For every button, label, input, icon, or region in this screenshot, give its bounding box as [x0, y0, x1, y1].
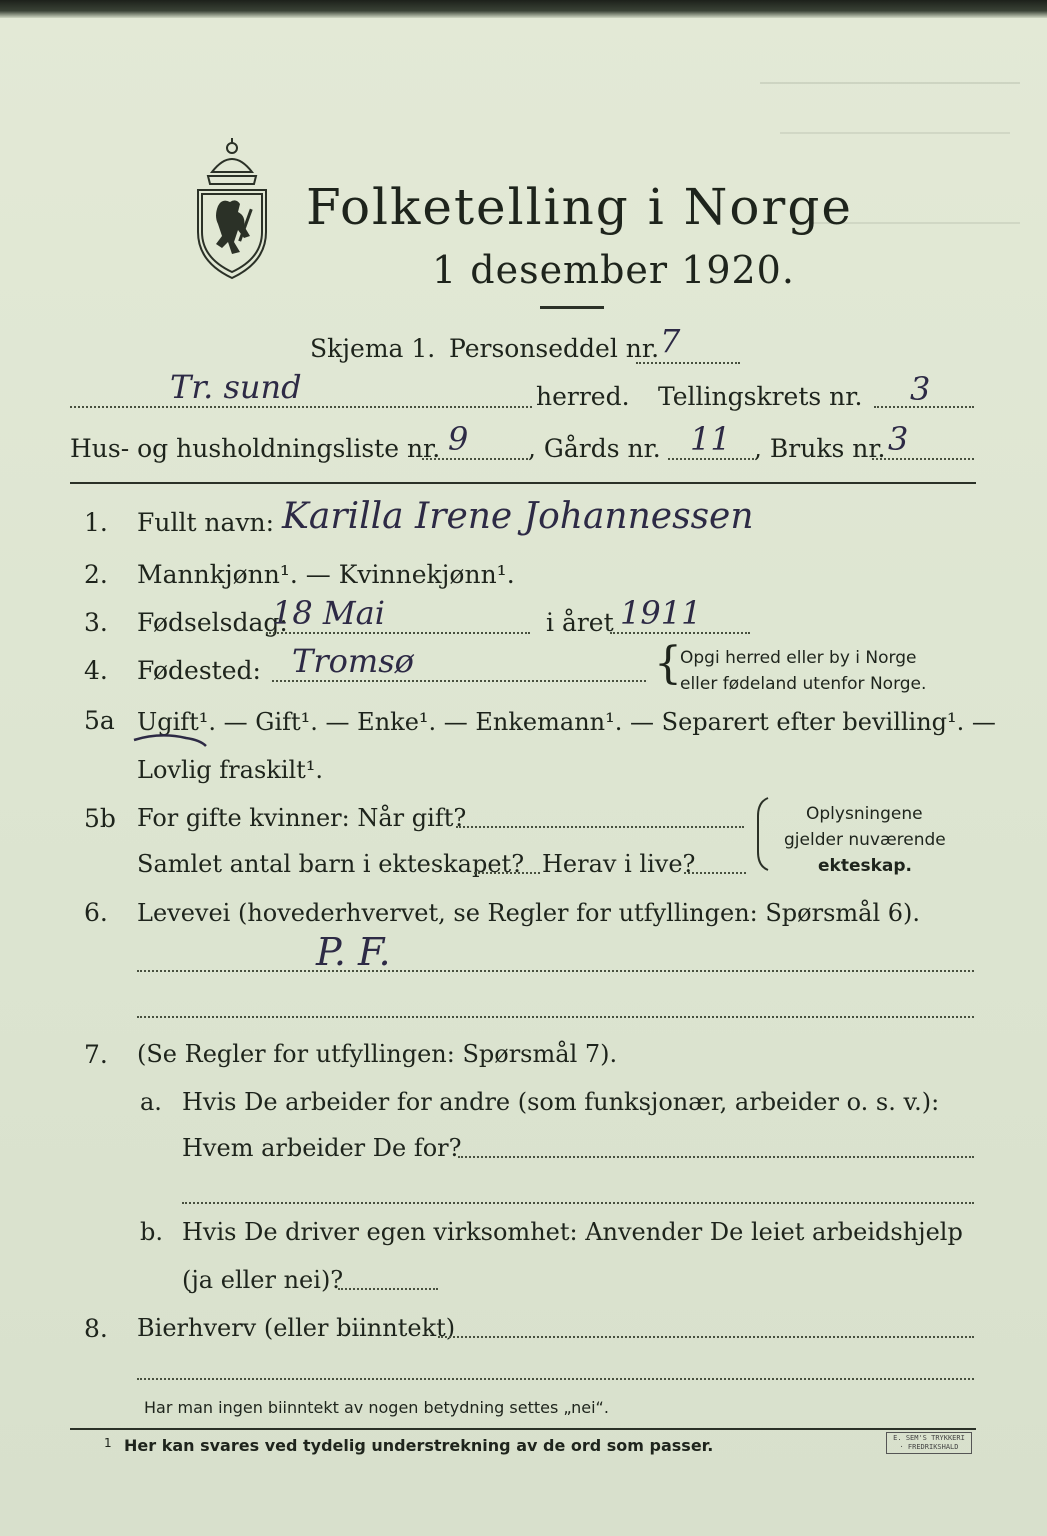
q1-label: Fullt navn: [137, 508, 275, 537]
marital-status-options-2[interactable]: Lovlig fraskilt¹. [137, 756, 324, 784]
employer-label: Hvem arbeider De for? [182, 1134, 462, 1162]
footnote-mark: 1 [104, 1436, 112, 1450]
gards-label: , Gårds nr. [528, 434, 661, 463]
q7b-letter: b. [140, 1218, 163, 1246]
herred-label: herred. [536, 382, 630, 411]
bleed-through-mark [780, 120, 1010, 134]
children-field-line [474, 872, 540, 874]
current-marriage-note-3: ekteskap. [818, 856, 913, 876]
ugift-underline-mark [130, 730, 210, 750]
title-divider [540, 306, 604, 309]
employer-field-line [458, 1156, 974, 1158]
q5a-number: 5a [84, 706, 115, 735]
q7b-line-1: Hvis De driver egen virksomhet: Anvender De leiet arbeidshjelp [182, 1218, 963, 1246]
q7-number: 7. [84, 1040, 108, 1069]
occupation-value[interactable]: P. F. [316, 930, 391, 974]
schema-label: Skjema 1. [310, 334, 436, 363]
personseddel-field-line [636, 362, 740, 364]
children-label: Samlet antal barn i ekteskapet? [137, 850, 525, 878]
q1-number: 1. [84, 508, 108, 537]
brace-glyph: { [654, 638, 682, 689]
birthplace-hint-1: Opgi herred eller by i Norge [680, 648, 917, 668]
herred-value[interactable]: Tr. sund [170, 368, 302, 406]
q7-label: (Se Regler for utfyllingen: Spørsmål 7). [137, 1040, 618, 1068]
q2-number: 2. [84, 560, 108, 589]
q4-label: Fødested: [137, 656, 261, 685]
bruks-label: , Bruks nr. [754, 434, 886, 463]
birthday-value[interactable]: 18 Mai [272, 594, 385, 632]
hus-label: Hus- og husholdningsliste nr. [70, 434, 441, 463]
q3-label: Fødselsdag: [137, 608, 288, 637]
side-income-note: Har man ingen biinntekt av nogen betydning settes „nei“. [144, 1398, 609, 1417]
bleed-through-mark [760, 70, 1020, 84]
hired-help-field-line [338, 1288, 438, 1290]
personseddel-value[interactable]: 7 [660, 322, 681, 360]
birth-year-value[interactable]: 1911 [620, 594, 702, 632]
tellingskrets-value[interactable]: 3 [910, 370, 931, 408]
marital-status-options[interactable]: Ugift¹. — Gift¹. — Enke¹. — Enkemann¹. — Separert efter bevilling¹. — [137, 708, 996, 736]
personseddel-label: Personseddel nr. [449, 334, 660, 363]
alive-label: Herav i live? [542, 850, 696, 878]
occupation-label: Levevei (hovederhvervet, se Regler for utfyllingen: Spørsmål 6). [137, 899, 921, 927]
q3-number: 3. [84, 608, 108, 637]
hus-field-line [422, 458, 528, 460]
printer-stamp: E. SEM'S TRYKKERI · FREDRIKSHALD [886, 1432, 972, 1454]
q7a-letter: a. [140, 1088, 162, 1116]
gards-value[interactable]: 11 [690, 420, 731, 458]
q5b-number: 5b [84, 804, 116, 833]
birthplace-value[interactable]: Tromsø [292, 642, 414, 680]
scan-edge [0, 0, 1047, 18]
current-marriage-note-1: Oplysningene [806, 804, 923, 824]
form-title: Folketelling i Norge [306, 178, 853, 236]
hired-help-label: (ja eller nei)? [182, 1266, 344, 1294]
section-divider-top [70, 482, 976, 484]
q6-number: 6. [84, 898, 108, 927]
alive-field-line [684, 872, 746, 874]
occupation-field-line-2 [137, 1016, 974, 1018]
gender-options[interactable]: Mannkjønn¹. — Kvinnekjønn¹. [137, 560, 515, 589]
occupation-field-line-1 [137, 970, 974, 972]
footnote-text: Her kan svares ved tydelig understrekning av de ord som passer. [124, 1436, 714, 1455]
birthday-field-line [266, 632, 530, 634]
gards-field-line [668, 458, 754, 460]
herred-field-line [70, 406, 532, 408]
birthplace-hint-2: eller fødeland utenfor Norge. [680, 674, 927, 694]
section-divider-bottom [70, 1428, 976, 1430]
year-label: i året [546, 608, 614, 637]
married-when-field-line [456, 826, 744, 828]
current-marriage-note-2: gjelder nuværende [784, 830, 946, 850]
full-name-value[interactable]: Karilla Irene Johannessen [282, 496, 754, 537]
tellingskrets-label: Tellingskrets nr. [658, 382, 863, 411]
side-income-label: Bierhverv (eller biinntekt) [137, 1314, 456, 1342]
year-field-line [610, 632, 750, 634]
bracket-glyph [754, 796, 770, 872]
married-when-label: For gifte kvinner: Når gift? [137, 804, 467, 832]
employer-field-line-2 [182, 1202, 974, 1204]
q7a-line-1: Hvis De arbeider for andre (som funksjonær, arbeider o. s. v.): [182, 1088, 940, 1116]
census-date: 1 desember 1920. [432, 248, 795, 292]
q8-number: 8. [84, 1314, 108, 1343]
q4-number: 4. [84, 656, 108, 685]
side-income-field-line-2 [137, 1378, 974, 1380]
bruks-value[interactable]: 3 [888, 420, 909, 458]
hus-value[interactable]: 9 [448, 420, 469, 458]
side-income-field-line [438, 1336, 974, 1338]
bruks-field-line [872, 458, 974, 460]
norway-coat-of-arms-icon [188, 132, 276, 282]
birthplace-field-line [272, 680, 646, 682]
